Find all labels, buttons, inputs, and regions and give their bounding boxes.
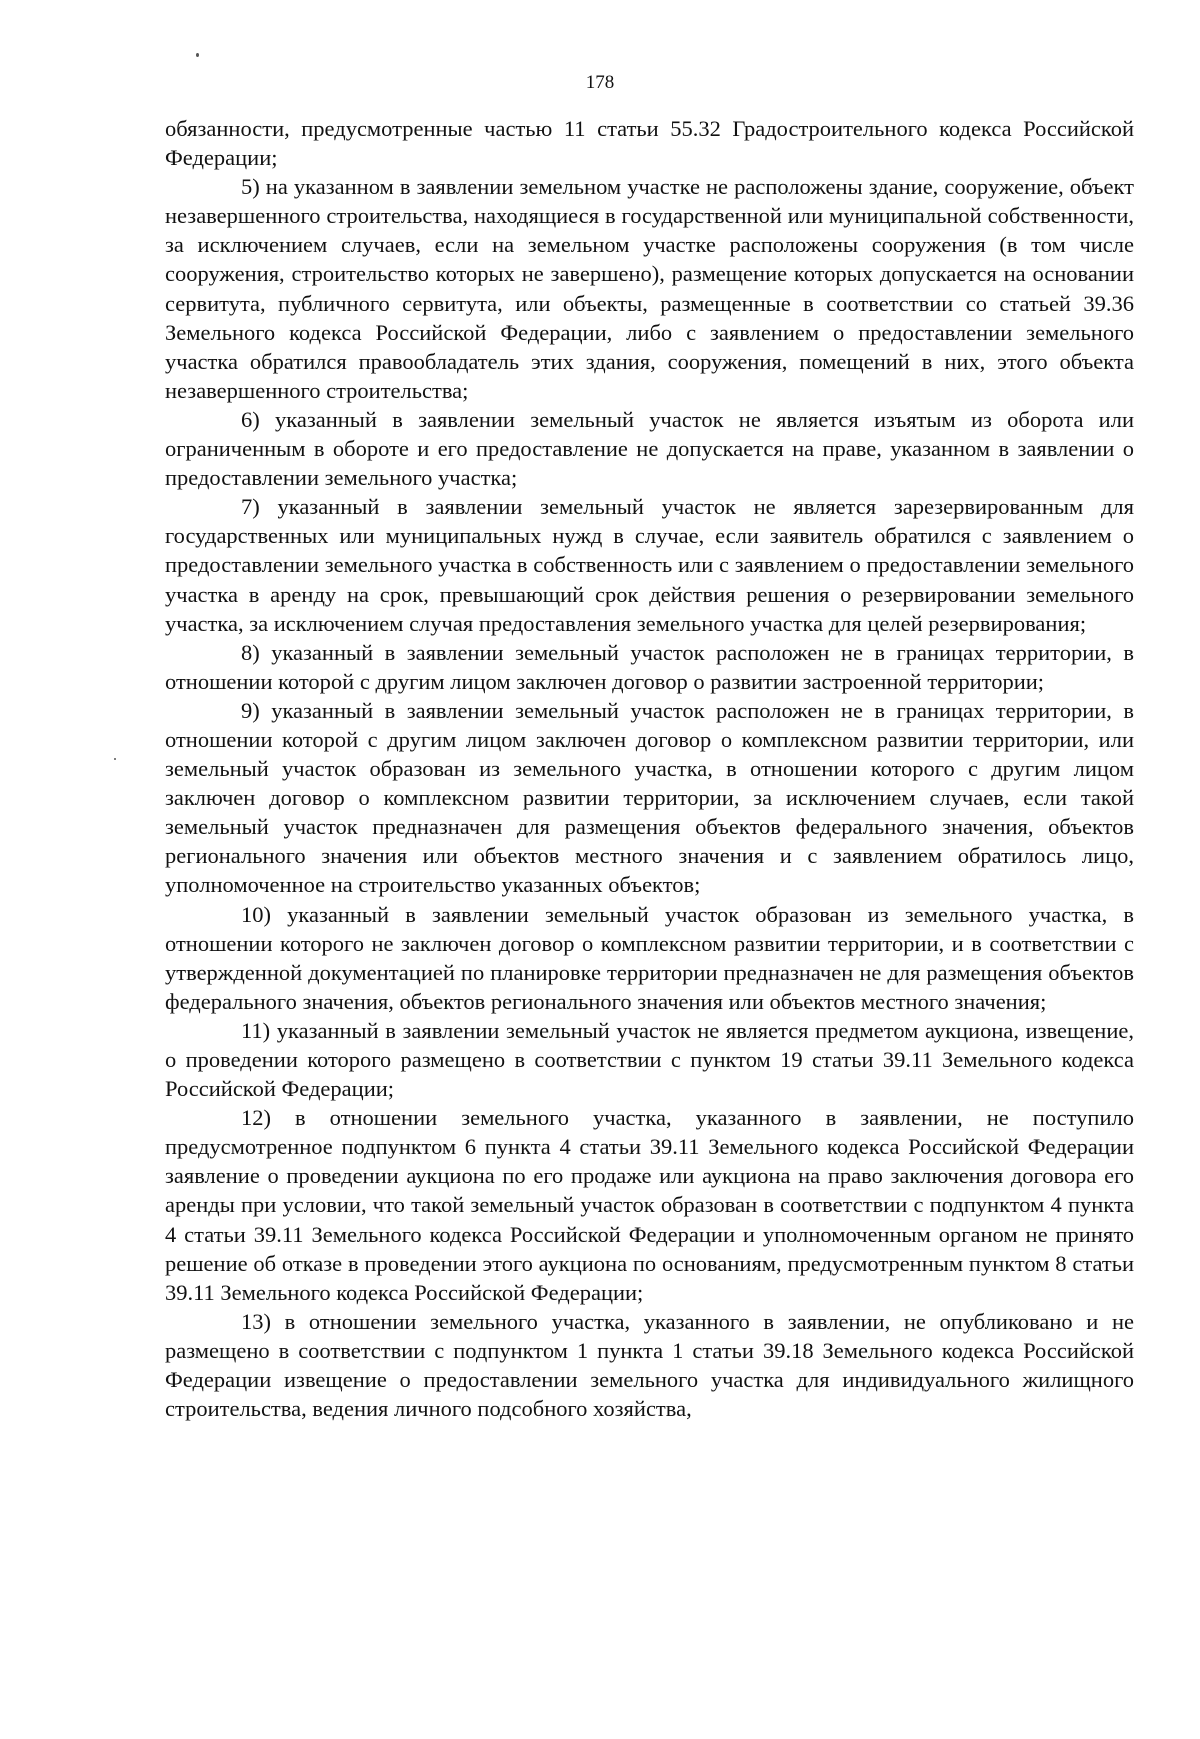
paragraph-item-8: 8) указанный в заявлении земельный участок расположен не в границах территории, в отношении которой с другим лицом заключен договор о развитии застроенной территории; xyxy=(165,639,1134,694)
page-number: 178 xyxy=(585,72,615,93)
paragraph-item-13: 13) в отношении земельного участка, указанного в заявлении, не опубликовано и не размещено в соответствии с подпунктом 1 пункта 1 статьи 39.18 Земельного кодекса Российской Федерации извещение о предоставлении земельного участка для индивидуального жилищного строительства, ведения личного подсобного хозяйства, xyxy=(165,1308,1134,1422)
paragraph-item-6: 6) указанный в заявлении земельный участок не является изъятым из оборота или ограниченным в обороте и его предоставление не допускается на праве, указанном в заявлении о предоставлении земельного участка; xyxy=(165,406,1134,491)
paragraph-item-5: 5) на указанном в заявлении земельном участке не расположены здание, сооружение, объект незавершенного строительства, находящиеся в государственной или муниципальной собственности, за исключением случаев, если на земельном участке расположены сооружения (в том числе сооружения, строительство которых не завершено), размещение которых допускается на основании сервитута, публичного сервитута, или объекты, размещенные в соответствии со статьей 39.36 Земельного кодекса Российской Федерации, либо с заявлением о предоставлении земельного участка обратился правообладатель этих здания, сооружения, помещений в них, этого объекта незавершенного строительства; xyxy=(165,174,1134,403)
scan-speck xyxy=(114,758,116,760)
paragraph-item-7: 7) указанный в заявлении земельный участок не является зарезервированным для государственных или муниципальных нужд в случае, если заявитель обратился с заявлением о предоставлении земельного участка в собственность или с заявлением о предоставлении земельного участка в аренду на срок, превышающий срок действия решения о резервировании земельного участка, за исключением случая предоставления земельного участка для целей резервирования; xyxy=(165,494,1134,636)
paragraph-item-10: 10) указанный в заявлении земельный участок образован из земельного участка, в отношении которого не заключен договор о комплексном развитии территории, и в соответствии с утвержденной документацией по планировке территории предназначен не для размещения объектов федерального значения, объектов регионального значения или объектов местного значения; xyxy=(165,901,1134,1014)
scan-speck xyxy=(196,53,199,57)
document-body xyxy=(165,114,1134,1423)
paragraph-item-9: 9) указанный в заявлении земельный участок расположен не в границах территории, в отношении которой с другим лицом заключен договор о комплексном развитии территории, или земельный участок образован из земельного участка, в отношении которого с другим лицом заключен договор о комплексном развитии территории, за исключением случаев, если такой земельный участок предназначен для размещения объектов федерального значения, объектов регионального значения или объектов местного значения и с заявлением обратилось лицо, уполномоченное на строительство указанных объектов; xyxy=(165,697,1134,898)
paragraph-item-11: 11) указанный в заявлении земельный участок не является предметом аукциона, извещение, о проведении которого размещено в соответствии с пунктом 19 статьи 39.11 Земельного кодекса Российской Федерации; xyxy=(165,1017,1134,1102)
paragraph-item-12: 12) в отношении земельного участка, указанного в заявлении, не поступило предусмотренное подпунктом 6 пункта 4 статьи 39.11 Земельного кодекса Российской Федерации заявление о проведении аукциона по его продаже или аукциона на право заключения договора его аренды при условии, что такой земельный участок образован в соответствии с подпунктом 4 пункта 4 статьи 39.11 Земельного кодекса Российской Федерации и уполномоченным органом не принято решение об отказе в проведении этого аукциона по основаниям, предусмотренным пунктом 8 статьи 39.11 Земельного кодекса Российской Федерации; xyxy=(165,1105,1134,1305)
paragraph-continuation: обязанности, предусмотренные частью 11 статьи 55.32 Градостроительного кодекса Российской Федерации; xyxy=(165,116,1134,171)
